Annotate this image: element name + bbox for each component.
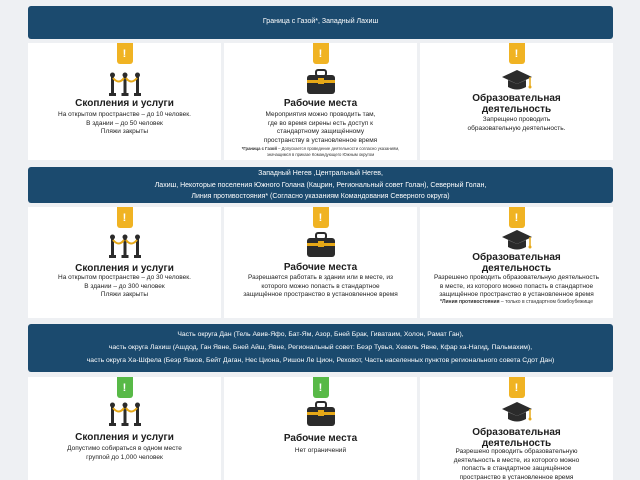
card-footnote: *Линия противостояния – только в стандартном бомбоубежище: [440, 299, 593, 305]
card-description: На открытом пространстве – до 10 человек. В здании – до 50 человек Пляжи закрыты: [58, 111, 191, 135]
graduation-cap-icon: [501, 229, 533, 253]
banner-line: часть округа Лахиш (Ашдод, Ган Явне, Бней Айш, Явне, Региональный совет: Беэр Тувья, Хевель Явне, Кфар ха-Нагид, Пальмахим),: [108, 344, 533, 351]
restrictions-row-3: [28, 377, 613, 480]
alert-badge-green: !: [117, 377, 133, 398]
card-description: Мероприятия можно проводить там, где во время сирены есть доступ к стандартному защищённому пространству в установленное время: [263, 111, 378, 144]
graduation-cap-icon: [501, 69, 533, 93]
card-title: Скопления и услуги: [75, 98, 174, 109]
banner-line: часть округа Ха-Шфела (Беэр Яаков, Бейт Даган, Нес Циона, Ришон Ле Цион, Реховот, Часть населенных пунктов регионального совета Сдот Дан): [86, 357, 555, 364]
education-card: [420, 377, 613, 480]
graduation-cap-icon: [501, 401, 533, 425]
card-title: Рабочие места: [283, 98, 358, 109]
card-description: Нет ограничений: [294, 447, 347, 454]
gatherings-card: [28, 207, 221, 318]
gatherings-card: [28, 377, 221, 480]
card-description: Разрешается работать в здании или в месте, из которого можно попасть в стандартное защищённое пространство в установленное время: [243, 274, 398, 298]
banner-line: Линия противостояния* (Согласно указаниям Командования Северного округа): [191, 193, 450, 200]
education-card: [420, 43, 613, 160]
banner-line: Часть округа Дан (Тель Авив-Яфо, Бат-Ям, Азор, Бней Брак, Гиватаим, Холон, Рамат Ган),: [177, 331, 464, 338]
restrictions-row-1: [28, 43, 613, 160]
briefcase-icon: [306, 232, 336, 258]
briefcase-icon: [306, 401, 336, 427]
alert-badge-orange: !: [509, 43, 525, 64]
card-title: Рабочие места: [283, 262, 358, 273]
alert-badge-orange: !: [313, 43, 329, 64]
alert-badge-orange: !: [117, 207, 133, 228]
alert-badge-orange: !: [509, 207, 525, 228]
card-description: Разрешено проводить образовательную деятельность в месте, из которого можно попасть в стандартное защищённое пространство в установленное время: [433, 274, 599, 298]
card-title: Образовательная деятельность: [472, 93, 561, 115]
region-banner-3: [28, 324, 613, 372]
alert-badge-green: !: [313, 377, 329, 398]
workplaces-card: [224, 207, 417, 318]
banner-line: Граница с Газой*, Западный Лахиш: [262, 18, 379, 25]
stanchion-icon: [108, 231, 142, 259]
card-description: На открытом пространстве – до 30 человек. В здании – до 300 человек Пляжи закрыты: [58, 274, 191, 298]
card-description: Запрещено проводить образовательную деятельность.: [467, 116, 566, 132]
stanchion-icon: [108, 69, 142, 97]
card-description: Разрешено проводить образовательную деятельность в месте, из которого можно попасть в стандартное защищённое пространство в установленное время: [453, 448, 580, 480]
alert-badge-orange: !: [117, 43, 133, 64]
card-footnote: *Граница с Газой – Допускается проведение деятельности согласно указаниям, значащимся в приказе Командующего Южным округом: [241, 146, 400, 157]
banner-line: Западный Негев ,Центральный Негев,: [258, 170, 383, 177]
card-title: Рабочие места: [283, 433, 358, 444]
card-title: Скопления и услуги: [75, 432, 174, 443]
education-card: [420, 207, 613, 318]
card-title: Скопления и услуги: [75, 263, 174, 274]
briefcase-icon: [306, 69, 336, 95]
gatherings-card: [28, 43, 221, 160]
stanchion-icon: [108, 399, 142, 427]
region-banner-2: [28, 167, 613, 203]
alert-badge-orange: !: [509, 377, 525, 398]
alert-badge-orange: !: [313, 207, 329, 228]
card-description: Допустимо собираться в одном месте группой до 1,000 человек: [67, 445, 182, 461]
region-banner-1: [28, 6, 613, 39]
workplaces-card: [224, 377, 417, 480]
banner-line: Лахиш, Некоторые поселения Южного Голана (Кацрин, Региональный совет Голан), Северный Голан,: [154, 181, 487, 189]
workplaces-card: [224, 43, 417, 160]
card-title: Образовательная деятельность: [472, 252, 561, 274]
restrictions-row-2: [28, 207, 613, 318]
card-title: Образовательная деятельность: [472, 427, 561, 449]
